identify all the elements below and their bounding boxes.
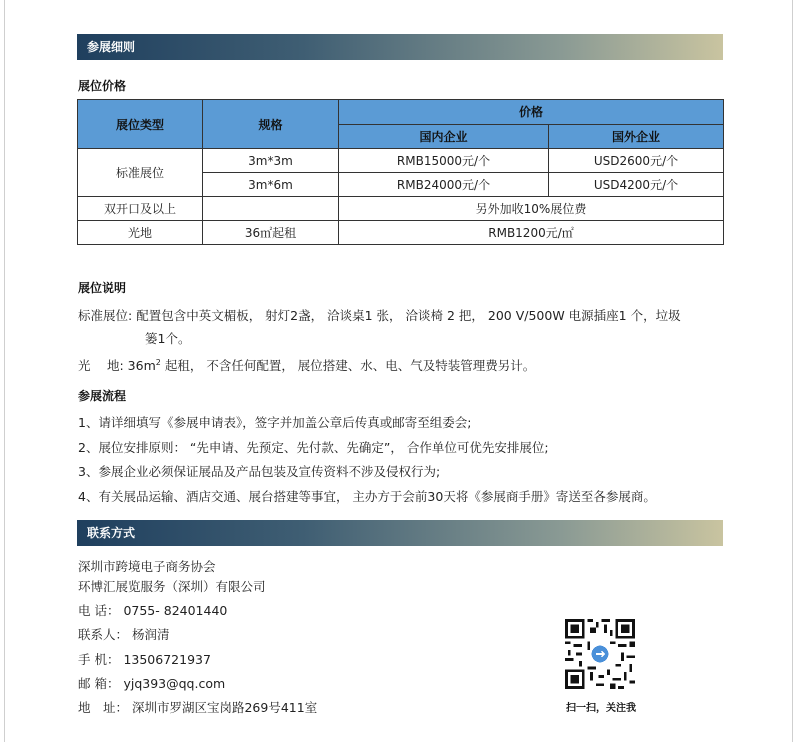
contact-email: 邮 箱： yjq393@qq.com <box>78 676 226 691</box>
cell-foreign: USD2600元/个 <box>549 149 724 173</box>
process-heading: 参展流程 <box>78 389 127 403</box>
section-banner-rules <box>77 34 723 60</box>
process-step: 4、有关展品运输、酒店交通、展台搭建等事宜， 主办方于会前30天将《参展商手册》寄送至各参展商。 <box>78 489 656 504</box>
cell-raw-price: RMB1200元/㎡ <box>339 221 724 245</box>
desc-raw <box>78 356 535 374</box>
header-price: 价格 <box>339 100 724 125</box>
section-banner-contact <box>77 520 723 546</box>
table-row <box>78 197 724 221</box>
desc-raw-text: 起租， 不含任何配置， 展位搭建、水、电、气及特装管理费另计。 <box>164 358 536 373</box>
contact-person: 联系人： 杨润清 <box>78 627 170 642</box>
process-step: 1、请详细填写《参展申请表》，签字并加盖公章后传真或邮寄至组委会; <box>78 415 472 430</box>
contact-mobile: 手 机： 13506721937 <box>78 652 211 667</box>
header-spec: 规格 <box>203 100 339 149</box>
price-heading: 展位价格 <box>78 79 127 93</box>
cell-domestic: RMB15000元/个 <box>339 149 549 173</box>
contact-org1: 深圳市跨境电子商务协会 <box>78 559 216 574</box>
header-foreign: 国外企业 <box>549 124 724 149</box>
qr-caption: 扫一扫，关注我 <box>566 703 636 714</box>
qr-code-icon <box>565 619 635 689</box>
cell-standard-label: 标准展位 <box>78 149 203 197</box>
table-header-row <box>78 100 724 125</box>
process-step: 3、参展企业必须保证展品及产品包装及宣传资料不涉及侵权行为; <box>78 464 441 479</box>
contact-phone: 电 话： 0755- 82401440 <box>78 603 228 618</box>
cell-spec: 3m*6m <box>203 173 339 197</box>
cell-double-note: 另外加收10%展位费 <box>339 197 724 221</box>
table-row <box>78 221 724 245</box>
cell-empty <box>203 197 339 221</box>
desc-standard-text-cont: 篓1个。 <box>145 331 191 346</box>
desc-raw-sup: 2 <box>155 357 161 367</box>
cell-spec: 3m*3m <box>203 149 339 173</box>
desc-raw-num: 36m <box>127 358 156 373</box>
desc-standard-label: 标准展位: <box>78 308 133 323</box>
process-step: 2、展位安排原则： “先申请、先预定、先付款、先确定”， 合作单位可优先安排展位; <box>78 440 549 455</box>
desc-heading: 展位说明 <box>78 281 127 295</box>
cell-raw-label: 光地 <box>78 221 203 245</box>
cell-raw-spec: 36㎡起租 <box>203 221 339 245</box>
desc-standard-text: 配置包含中英文楣板， 射灯2盏， 洽谈桌1 张， 洽谈椅 2 把， 200 V/500W 电源插座1 个，垃圾 <box>136 308 681 323</box>
contact-address: 地 址： 深圳市罗湖区宝岗路269号411室 <box>78 700 318 715</box>
cell-double-label: 双开口及以上 <box>78 197 203 221</box>
contact-org2: 环博汇展览服务（深圳）有限公司 <box>78 579 266 594</box>
header-domestic: 国内企业 <box>339 124 549 149</box>
price-table <box>77 99 724 245</box>
page-border-right <box>792 0 793 742</box>
page-border-left <box>4 0 5 742</box>
desc-raw-label: 光 地: <box>78 358 124 373</box>
header-booth-type: 展位类型 <box>78 100 203 149</box>
section-title-rules: 参展细则 <box>87 40 136 54</box>
cell-domestic: RMB24000元/个 <box>339 173 549 197</box>
cell-foreign: USD4200元/个 <box>549 173 724 197</box>
section-title-contact: 联系方式 <box>87 526 136 540</box>
desc-standard <box>78 304 723 350</box>
table-row <box>78 149 724 173</box>
